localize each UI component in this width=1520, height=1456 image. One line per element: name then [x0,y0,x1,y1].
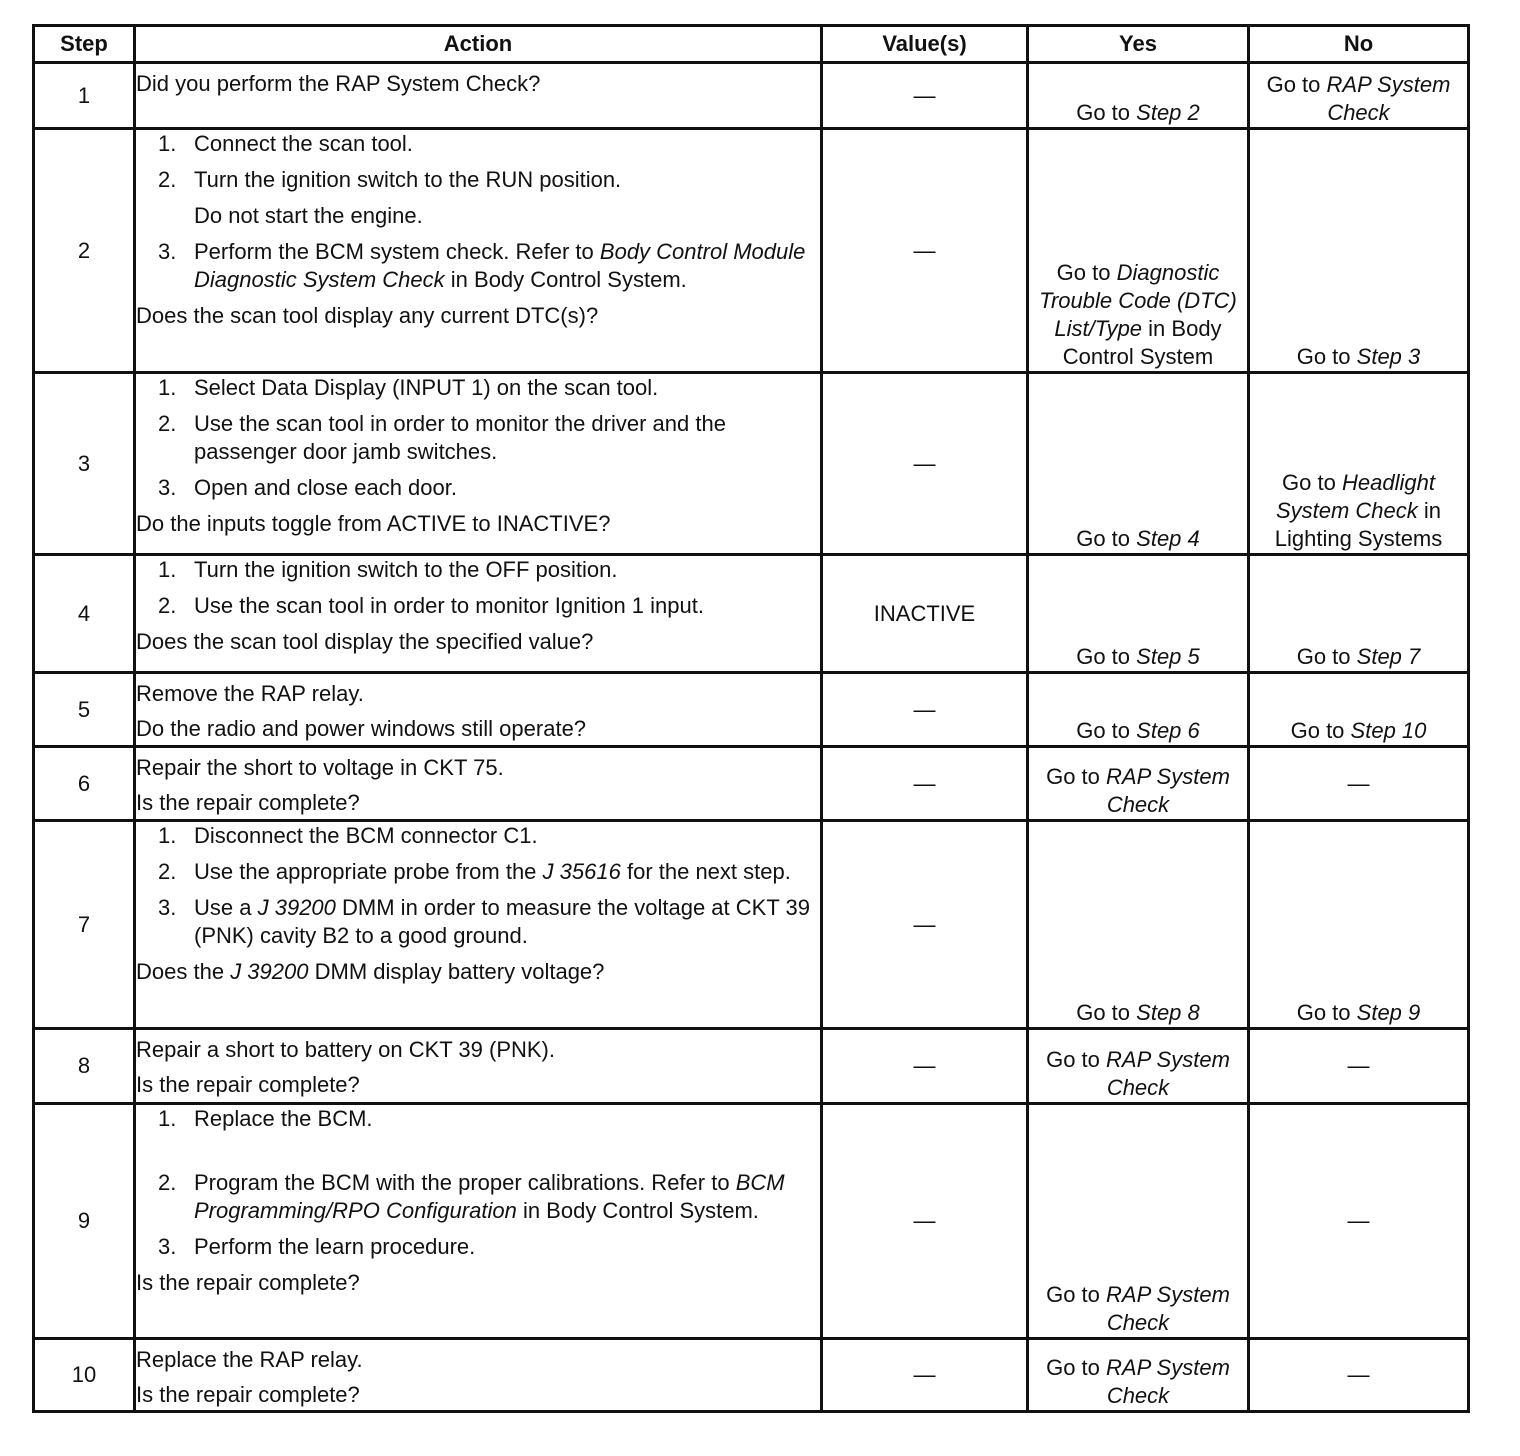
value-cell: — [822,1029,1028,1104]
value-cell: — [822,673,1028,747]
value-cell: — [822,129,1028,373]
action-item: 1. Connect the scan tool. [158,131,413,156]
goto-text: Go to [1076,100,1131,125]
action-item: 3. Use a J 39200 DMM in order to measure the voltage at CKT 39 (PNK) cavity B2 to a good ground. [158,895,810,948]
step-number: 3 [34,373,135,555]
action-cell [135,747,822,821]
value-cell: — [822,821,1028,1029]
action-text: Repair a short to battery on CKT 39 (PNK). [136,1037,555,1062]
goto-text: Go to [1266,72,1321,97]
step-number: 7 [34,821,135,1029]
action-cell [135,129,822,373]
action-item: 2. Use the appropriate probe from the J 35616 for the next step. [158,859,791,884]
step-number: 8 [34,1029,135,1104]
action-question: Did you perform the RAP System Check? [136,71,541,96]
action-question: Is the repair complete? [136,1270,360,1295]
yes-cell: Go to RAP System Check [1028,1339,1249,1412]
table-row [34,821,1469,1029]
step-number: 4 [34,555,135,673]
action-text: Remove the RAP relay. [136,681,364,706]
action-cell [135,673,822,747]
header-no: No [1249,26,1469,63]
value-cell: INACTIVE [822,555,1028,673]
no-cell: Go to Step 7 [1249,555,1469,673]
action-question: Does the scan tool display the specified value? [136,629,594,654]
yes-cell: Go to Step 8 [1028,821,1249,1029]
action-item: 1. Turn the ignition switch to the OFF position. [158,557,618,582]
diagnostic-table [32,24,1470,1413]
step-number: 2 [34,129,135,373]
step-number: 9 [34,1104,135,1339]
no-cell: — [1249,1029,1469,1104]
yes-cell: Go to RAP System Check [1028,1029,1249,1104]
action-cell [135,555,822,673]
table-row [34,129,1469,373]
action-item: 1. Select Data Display (INPUT 1) on the scan tool. [158,375,659,400]
action-item: 2. Use the scan tool in order to monitor the driver and the passenger door jamb switches. [158,411,726,464]
action-question: Does the scan tool display any current DTC(s)? [136,303,599,328]
yes-cell: Go to Diagnostic Trouble Code (DTC) List/Type in Body Control System [1028,129,1249,373]
action-question: Is the repair complete? [136,790,360,815]
no-cell: Go to Headlight System Check in Lighting Systems [1249,373,1469,555]
header-step: Step [34,26,135,63]
yes-cell: Go to RAP System Check [1028,1104,1249,1339]
step-number: 10 [34,1339,135,1412]
value-cell: — [822,1339,1028,1412]
goto-link: RAP System Check [1326,72,1451,125]
table-row [34,1029,1469,1104]
action-question: Do the radio and power windows still operate? [136,716,587,741]
action-item: 3. Open and close each door. [158,475,457,500]
action-question: Is the repair complete? [136,1382,360,1407]
header-row [34,26,1469,63]
no-cell: — [1249,1339,1469,1412]
action-question: Do the inputs toggle from ACTIVE to INACTIVE? [136,511,611,536]
step-number: 5 [34,673,135,747]
table-row [34,673,1469,747]
action-item-note: Do not start the engine. [194,203,423,228]
action-item: 2. Program the BCM with the proper calibrations. Refer to BCM Programming/RPO Configuration in Body Control System. [158,1170,785,1223]
no-cell: Go to Step 9 [1249,821,1469,1029]
yes-cell: Go to Step 6 [1028,673,1249,747]
no-cell: — [1249,747,1469,821]
table-row [34,1104,1469,1339]
action-item: 1. Disconnect the BCM connector C1. [158,823,538,848]
action-question: Does the J 39200 DMM display battery voltage? [136,959,605,984]
no-cell: Go to Step 10 [1249,673,1469,747]
action-item: 3. Perform the learn procedure. [158,1234,476,1259]
action-question: Is the repair complete? [136,1072,360,1097]
no-cell: — [1249,1104,1469,1339]
action-item: 1. Replace the BCM. [158,1106,373,1131]
table-row [34,747,1469,821]
table-row [34,63,1469,129]
action-item: 2. Turn the ignition switch to the RUN position. [158,167,622,192]
action-text: Replace the RAP relay. [136,1347,363,1372]
action-cell [135,1104,822,1339]
value-cell: — [822,63,1028,129]
action-cell [135,821,822,1029]
step-number: 1 [34,63,135,129]
table-row [34,1339,1469,1412]
table-row [34,373,1469,555]
action-cell [135,1339,822,1412]
yes-cell [1028,63,1249,129]
yes-cell: Go to Step 5 [1028,555,1249,673]
header-values: Value(s) [822,26,1028,63]
action-item: 2. Use the scan tool in order to monitor Ignition 1 input. [158,593,704,618]
action-cell [135,1029,822,1104]
value-cell: — [822,1104,1028,1339]
step-number: 6 [34,747,135,821]
action-cell [135,63,822,129]
value-cell: — [822,747,1028,821]
goto-link: Step 2 [1136,100,1200,125]
header-yes: Yes [1028,26,1249,63]
yes-cell: Go to RAP System Check [1028,747,1249,821]
no-cell: Go to Step 3 [1249,129,1469,373]
action-cell [135,373,822,555]
value-cell: — [822,373,1028,555]
table-row [34,555,1469,673]
action-item: 3. Perform the BCM system check. Refer to Body Control Module Diagnostic System Check in Body Control System. [158,239,806,292]
no-cell [1249,63,1469,129]
action-text: Repair the short to voltage in CKT 75. [136,755,504,780]
yes-cell: Go to Step 4 [1028,373,1249,555]
header-action: Action [135,26,822,63]
